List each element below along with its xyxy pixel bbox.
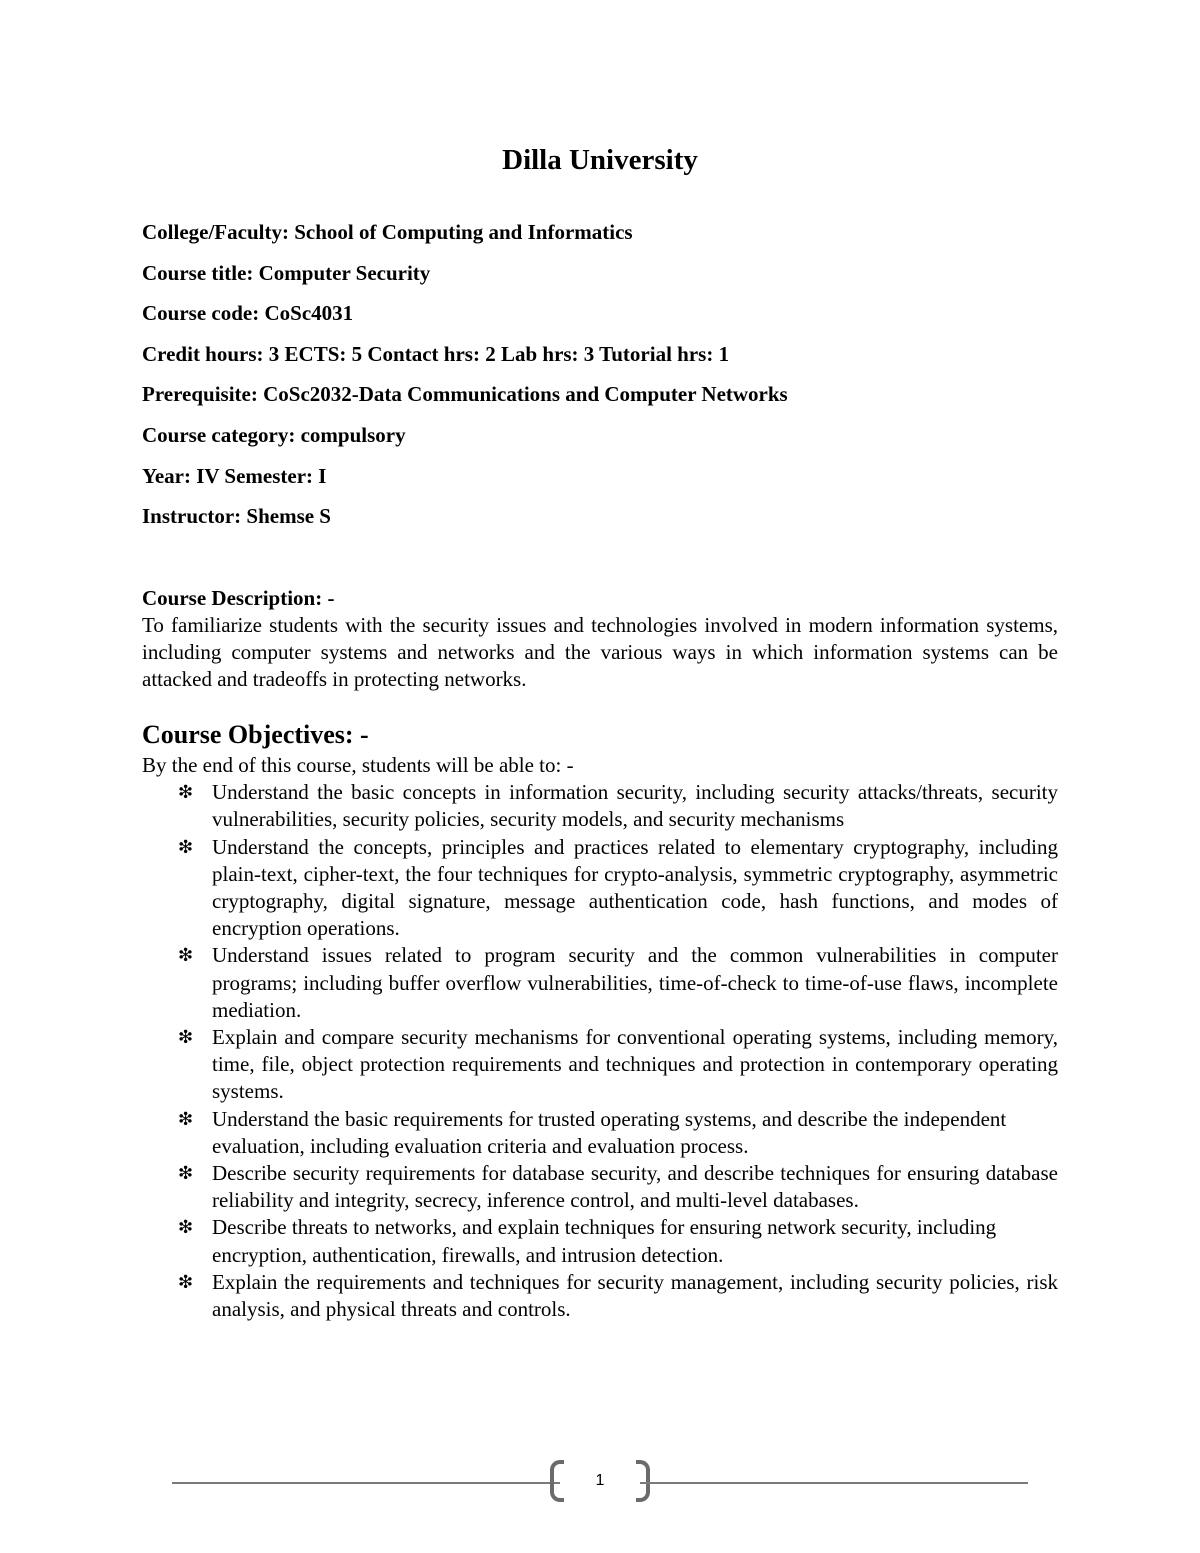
page-number: 1 bbox=[595, 1472, 605, 1489]
four-diamond-bullet-icon: ❇ bbox=[178, 1217, 194, 1239]
objective-text: Explain and compare security mechanisms for conventional operating systems, including memory, time, file, object protection requirements and techniques and protection in contemporary operating systems. bbox=[212, 1025, 1058, 1104]
four-diamond-bullet-icon: ❇ bbox=[178, 782, 194, 804]
list-item bbox=[142, 1106, 1058, 1160]
footer-rule-left bbox=[172, 1482, 560, 1484]
list-item bbox=[142, 1024, 1058, 1106]
objectives-list bbox=[142, 779, 1058, 1323]
course-description-heading: Course Description: - bbox=[142, 586, 335, 610]
four-diamond-bullet-icon: ❇ bbox=[178, 836, 194, 858]
course-info-instructor: Instructor: Shemse S bbox=[142, 504, 331, 529]
objective-text: Explain the requirements and techniques for security management, including security policies, risk analysis, and physical threats and controls. bbox=[212, 1269, 1058, 1322]
course-info-code: Course code: CoSc4031 bbox=[142, 301, 354, 326]
objective-continuation: evaluation, including evaluation criteria and evaluation process. bbox=[212, 1133, 749, 1158]
document-title: Dilla University bbox=[502, 144, 698, 176]
footer-bracket-left bbox=[550, 1460, 564, 1502]
footer-rule-right bbox=[640, 1482, 1028, 1484]
course-info-year-semester: Year: IV Semester: I bbox=[142, 463, 327, 488]
objective-text: Describe threats to networks, and explain techniques for ensuring network security, including bbox=[212, 1215, 997, 1240]
list-item bbox=[142, 942, 1058, 1024]
list-item bbox=[142, 1214, 1058, 1268]
four-diamond-bullet-icon: ❇ bbox=[178, 1108, 194, 1130]
four-diamond-bullet-icon: ❇ bbox=[178, 1027, 194, 1049]
course-description bbox=[142, 585, 1058, 694]
list-item bbox=[142, 1269, 1058, 1323]
course-info-faculty: College/Faculty: School of Computing and Informatics bbox=[142, 220, 633, 244]
course-objectives bbox=[142, 718, 1058, 1323]
course-info-category: Course category: compulsory bbox=[142, 422, 406, 447]
objective-text: Understand issues related to program security and the common vulnerabilities in computer programs; including buffer overflow vulnerabilities, time-of-check to time-of-use flaws, incomplete mediation. bbox=[212, 943, 1058, 1022]
course-info-prerequisite: Prerequisite: CoSc2032-Data Communications and Computer Networks bbox=[142, 382, 788, 407]
course-objectives-intro: By the end of this course, students will be able to: - bbox=[142, 753, 574, 777]
four-diamond-bullet-icon: ❇ bbox=[178, 1271, 194, 1293]
objective-text: Describe security requirements for database security, and describe techniques for ensuring database reliability and integrity, secrecy, inference control, and multi-level databases. bbox=[212, 1161, 1058, 1213]
objective-text: Understand the basic concepts in information security, including security attacks/threats, security vulnerabilities, security policies, security models, and security mechanisms bbox=[212, 780, 1058, 832]
course-info bbox=[142, 218, 1062, 543]
course-info-title: Course title: Computer Security bbox=[142, 260, 431, 285]
objective-continuation: encryption, authentication, firewalls, and intrusion detection. bbox=[212, 1242, 724, 1267]
objective-text: Understand the concepts, principles and practices related to elementary cryptography, including plain-text, cipher-text, the four techniques for crypto-analysis, symmetric cryptography, asymmetric cryptography, digital signature, message authentication code, hash functions, and modes of encryption operations. bbox=[212, 834, 1058, 941]
page-footer bbox=[0, 1458, 1200, 1508]
four-diamond-bullet-icon: ❇ bbox=[178, 945, 194, 967]
course-objectives-heading: Course Objectives: - bbox=[142, 720, 369, 749]
four-diamond-bullet-icon: ❇ bbox=[178, 1163, 194, 1185]
list-item bbox=[142, 1160, 1058, 1214]
footer-bracket-right bbox=[636, 1460, 650, 1502]
course-info-credit-hours: Credit hours: 3 ECTS: 5 Contact hrs: 2 Lab hrs: 3 Tutorial hrs: 1 bbox=[142, 341, 730, 366]
list-item bbox=[142, 779, 1058, 833]
list-item bbox=[142, 834, 1058, 943]
objective-text: Understand the basic requirements for trusted operating systems, and describe the independent bbox=[212, 1106, 1007, 1131]
course-description-text: To familiarize students with the security issues and technologies involved in modern information systems, including computer systems and networks and the various ways in which information systems can be attacked and tradeoffs in protecting networks. bbox=[142, 613, 1058, 692]
